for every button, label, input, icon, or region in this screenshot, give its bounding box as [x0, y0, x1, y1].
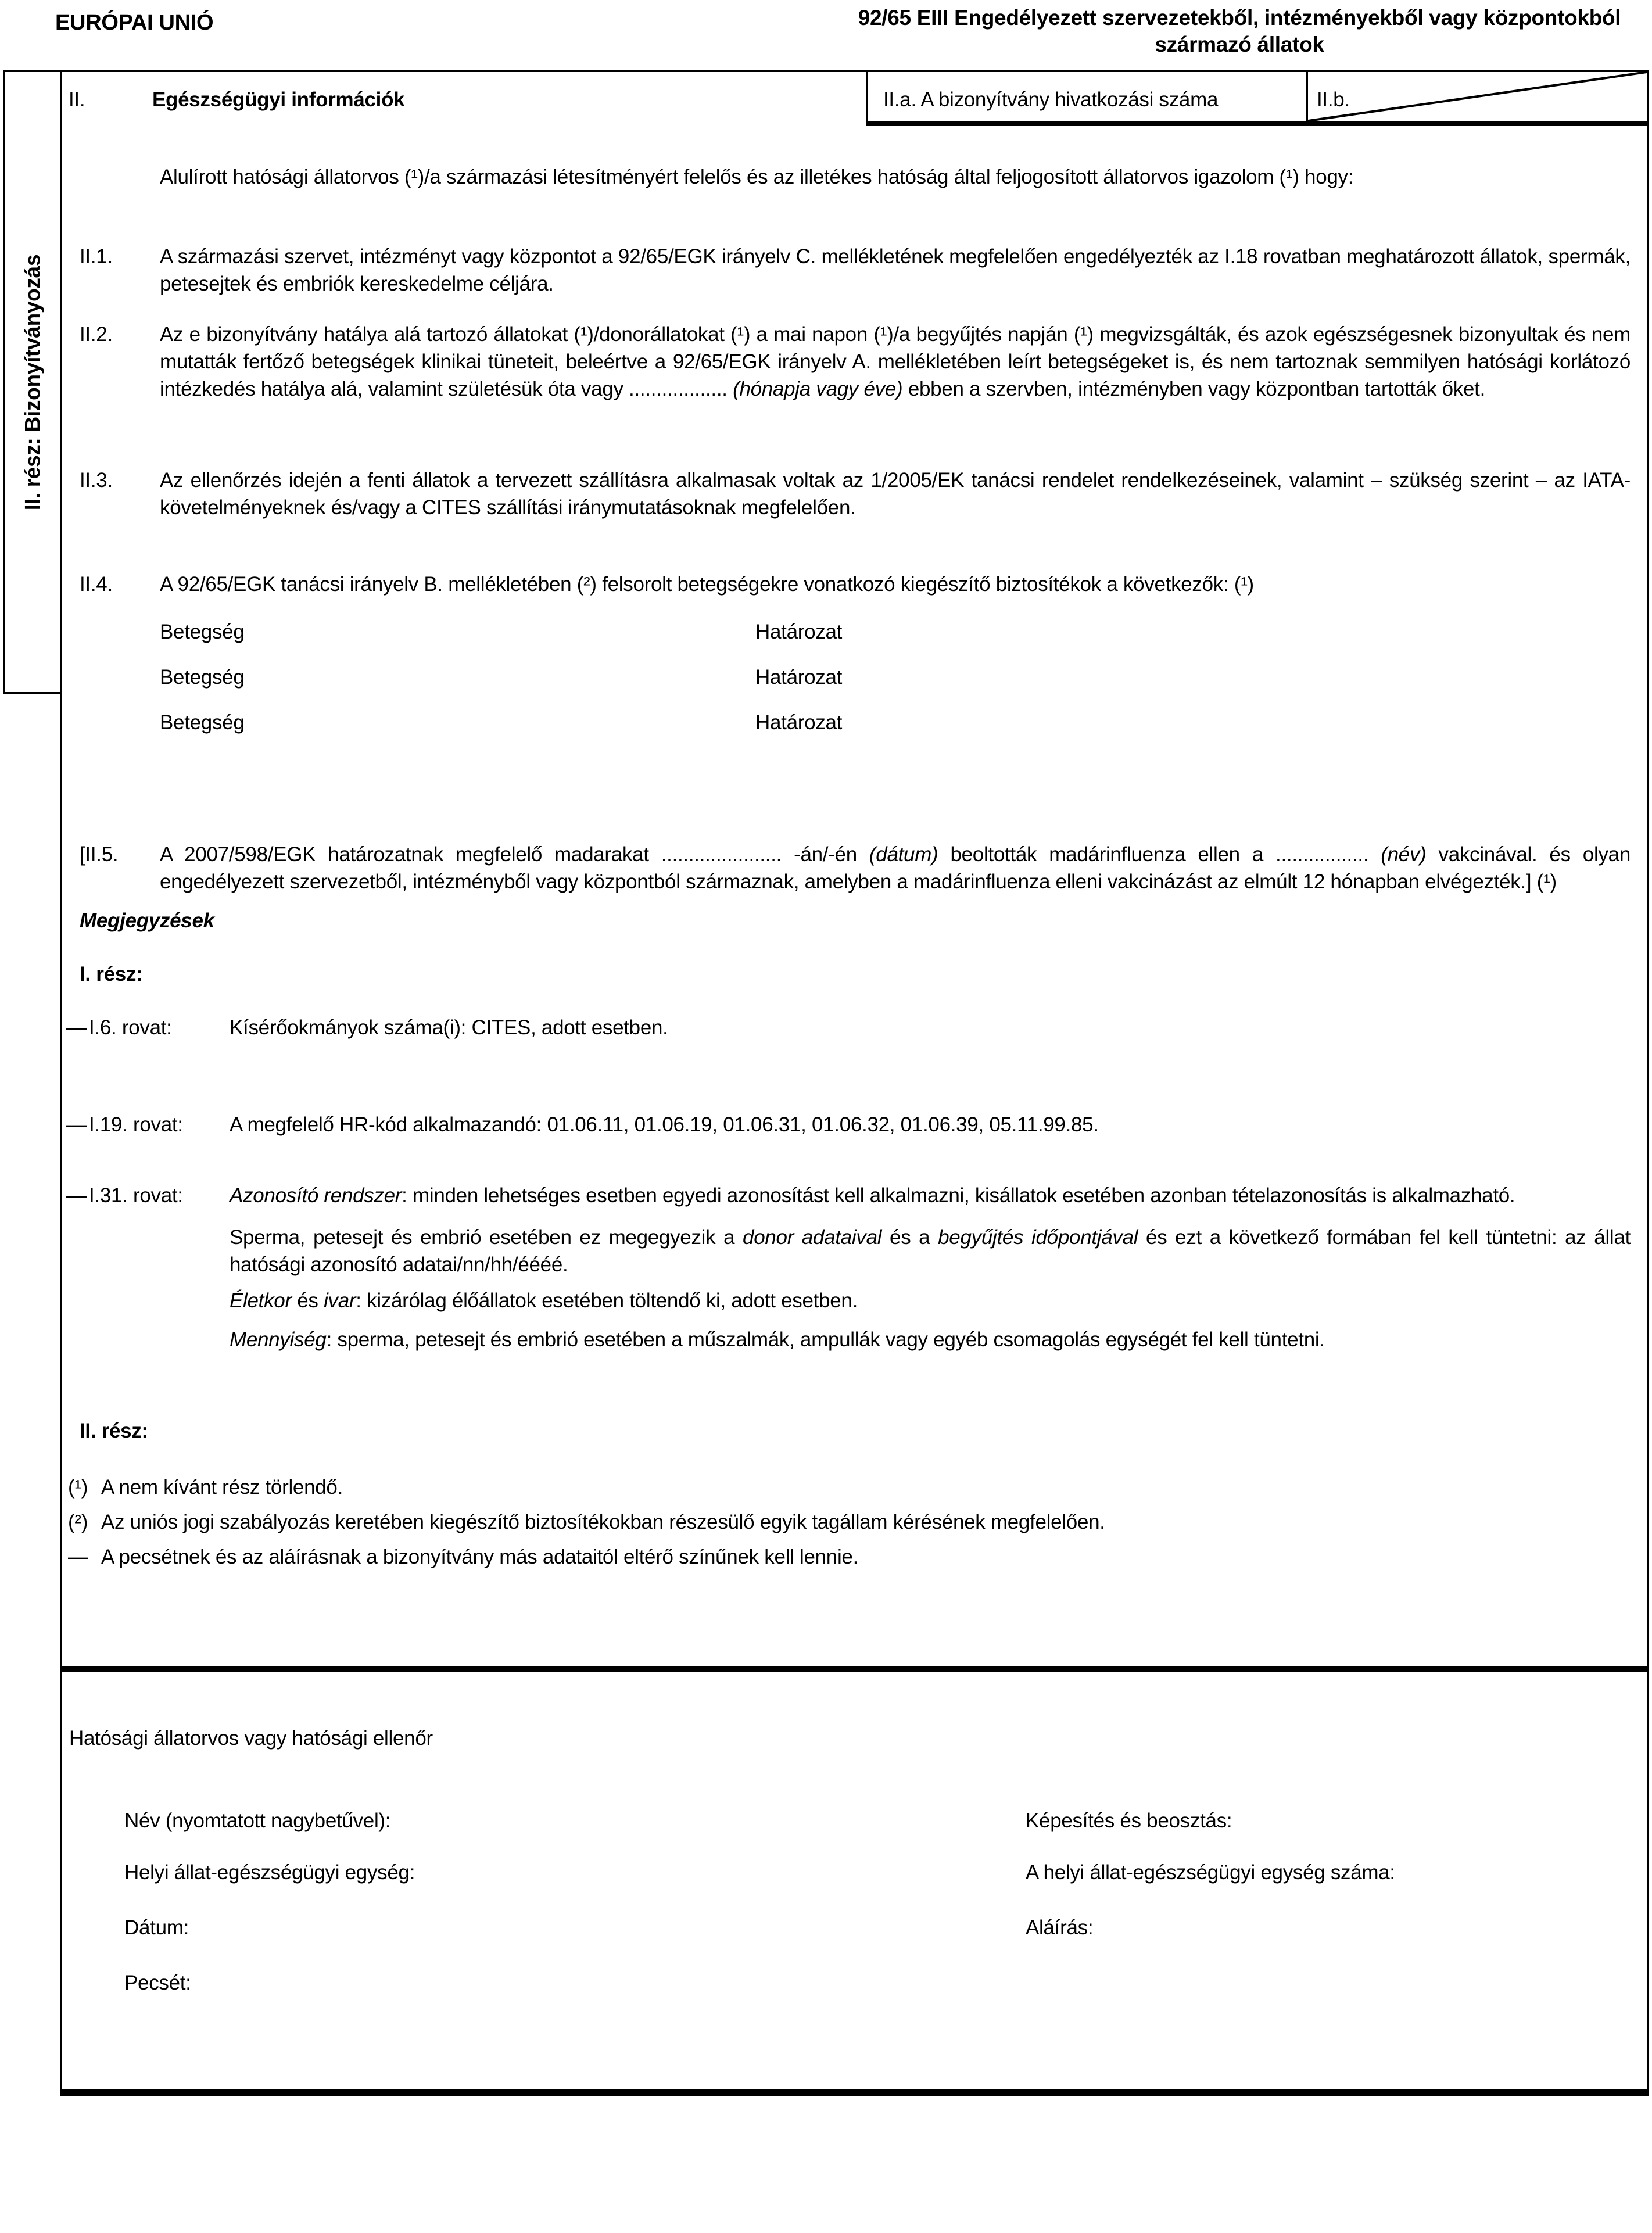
note-subparagraph-semen: Sperma, petesejt és embrió esetében ez megegyezik a donor adataival és a begyűjtés időpontjával és ezt a következő formában fel kell tüntetni: az állat hatósági azonosító adatai/nn/hh/éééé. — [230, 1226, 1631, 1276]
footnote-dash — [68, 1543, 1631, 1571]
notes-heading: Megjegyzések — [80, 909, 214, 932]
footnote-marker: (²) — [68, 1511, 88, 1533]
decision-label: Határozat — [755, 666, 843, 689]
note-subparagraph-age-sex: Életkor és ivar: kizárólag élőállatok esetében töltendő ki, adott esetben. — [230, 1289, 858, 1312]
disease-label: Betegség — [160, 666, 245, 689]
table-row — [160, 618, 1631, 646]
footnote-text: A nem kívánt rész törlendő. — [101, 1476, 343, 1499]
section-number: II.4. — [80, 573, 113, 596]
section-divider-line — [62, 1666, 1647, 1672]
section-number: II.3. — [80, 469, 113, 492]
footnote-text: A pecsétnek és az aláírásnak a bizonyítvány más adataitól eltérő színűnek kell lennie. — [101, 1546, 859, 1568]
eu-title: EURÓPAI UNIÓ — [55, 10, 214, 35]
dash-marker: — — [66, 1016, 87, 1039]
footnote-marker: — — [68, 1546, 88, 1568]
footnote-1 — [68, 1474, 1631, 1501]
empty-cell — [1026, 1969, 1647, 1997]
name-field-label: Név (nyomtatott nagybetűvel): — [124, 1809, 391, 1832]
section-text: Az ellenőrzés idején a fenti állatok a tervezett szállításra alkalmasak voltak az 1/2005/EK tanácsi rendelet rendelkezéseinek, valamint – szükség szerint – az IATA-követelményeknek és/vagy a CITES szállítási iránymutatásoknak megfelelően. — [160, 469, 1631, 519]
table-row — [160, 709, 1631, 736]
officer-row-unit — [62, 1859, 1647, 1886]
section-ii1 — [80, 243, 1631, 298]
footnote-text: Az uniós jogi szabályozás keretében kiegészítő biztosítékokban részesülő egyik tagállam kérésének megfelelően. — [101, 1511, 1105, 1533]
note-subparagraph-quantity: Mennyiség: sperma, petesejt és embrió esetében a műszalmák, ampullák vagy egyéb csomagolás egységét fel kell tüntetni. — [230, 1328, 1325, 1351]
note-box-label: I.6. rovat: — [89, 1016, 172, 1039]
official-veterinarian-block — [62, 1672, 1647, 2089]
note-text: Kísérőokmányok száma(i): CITES, adott esetben. — [230, 1016, 668, 1039]
qualification-field-label: Képesítés és beosztás: — [1026, 1809, 1232, 1832]
footnote-marker: (¹) — [68, 1476, 88, 1499]
section-text: A származási szervet, intézményt vagy központot a 92/65/EGK irányelv C. mellékletének megfelelően engedélyezték az I.18 rovatban meghatározott állatok, spermák, petesejtek és embriók kereskedelme céljára. — [160, 245, 1631, 295]
footnote-2 — [68, 1508, 1631, 1536]
note-text: Azonosító rendszer: minden lehetséges esetben egyedi azonosítást kell alkalmazni, kisállatok esetében azonban tételazonosítás is alkalmazható. — [230, 1184, 1515, 1207]
section-text: A 2007/598/EGK határozatnak megfelelő madarakat ...................... -án/-én (dátum) beoltották madárinfluenza ellen a ................. (név) vakcinával. és olyan engedélyezett szervezetből, intézményből vagy központból származnak, amelyben a madárinfluenza elleni vakcinázást az elmúlt 12 hónapban elvégezték.] (¹) — [160, 843, 1631, 893]
section-ii5 — [80, 841, 1631, 895]
dash-marker: — — [66, 1184, 87, 1207]
section-text: A 92/65/EGK tanácsi irányelv B. mellékletében (²) felsorolt betegségekre vonatkozó kiegészítő biztosítékok a következők: (¹) — [160, 573, 1254, 596]
note-item-i6 — [66, 1014, 1631, 1041]
note-box-label: I.19. rovat: — [89, 1113, 183, 1136]
section-number: [II.5. — [80, 843, 119, 866]
certificate-box — [60, 70, 1649, 2096]
certificate-reference-cell: II.a. A bizonyítvány hivatkozási száma — [866, 72, 1306, 126]
part2-heading: II. rész: — [80, 1420, 148, 1442]
section-ii3 — [80, 467, 1631, 521]
table-row — [160, 664, 1631, 691]
sidebar-vertical-label: II. rész: Bizonyítványozás — [20, 254, 45, 510]
section-ii2 — [80, 321, 1631, 403]
section-text: Az e bizonyítvány hatálya alá tartozó állatokat (¹)/donorállatokat (¹) a mai napon (¹)/a begyűjtés napján (¹) megvizsgálták, és azok egészségesnek bizonyultak és nem mutatták fertőző betegségek klinikai tüneteit, beleértve a 92/65/EGK irányelv A. mellékletében leírt betegségeket is, és nem tartoznak semmilyen hatósági korlátozó intézkedés hatálya alá, valamint születésük óta vagy .................. (hónapja vagy éve) ebben a szervben, intézményben vagy központban tartották őket. — [160, 323, 1631, 400]
note-item-i31 — [66, 1182, 1631, 1209]
dash-marker: — — [66, 1113, 87, 1136]
section-number: II.1. — [80, 245, 113, 268]
section-ii4 — [80, 571, 1631, 598]
note-item-i19 — [66, 1111, 1631, 1138]
officer-row-name — [62, 1807, 1647, 1834]
health-information-cell — [62, 72, 866, 126]
health-information-title: Egészségügyi információk — [152, 88, 405, 111]
officer-heading: Hatósági állatorvos vagy hatósági ellenőr — [69, 1727, 433, 1750]
officer-row-stamp — [62, 1969, 1647, 1997]
part1-heading: I. rész: — [80, 963, 143, 985]
section-ii-number: II. — [69, 88, 85, 111]
disease-label: Betegség — [160, 711, 245, 734]
certificate-header-row — [62, 72, 1647, 126]
stamp-field-label: Pecsét: — [124, 1972, 191, 1994]
date-field-label: Dátum: — [124, 1916, 189, 1939]
disease-decision-table — [160, 618, 1631, 736]
decision-label: Határozat — [755, 621, 843, 643]
disease-label: Betegség — [160, 621, 245, 643]
intro-statement: Alulírott hatósági állatorvos (¹)/a származási létesítményért felelős és az illetékes hatóság által feljogosított állatorvos igazolom (¹) hogy: — [160, 166, 1354, 188]
note-text: A megfelelő HR-kód alkalmazandó: 01.06.11, 01.06.19, 01.06.31, 01.06.32, 01.06.39, 05.11.99.85. — [230, 1113, 1099, 1136]
decision-label: Határozat — [755, 711, 843, 734]
document-title: 92/65 EIII Engedélyezett szervezetekből, intézményekből vagy központokból származó állatok — [858, 6, 1621, 56]
iib-cell — [1306, 72, 1647, 126]
part2-certification-sidebar — [3, 70, 62, 694]
signature-field-label: Aláírás: — [1026, 1916, 1094, 1939]
local-unit-field-label: Helyi állat-egészségügyi egység: — [124, 1861, 415, 1884]
local-unit-number-field-label: A helyi állat-egészségügyi egység száma: — [1026, 1861, 1395, 1884]
officer-row-date — [62, 1914, 1647, 1941]
diagonal-strike-line — [1308, 72, 1647, 121]
iib-label: II.b. — [1317, 88, 1350, 111]
certificate-content — [62, 126, 1647, 1666]
note-box-label: I.31. rovat: — [89, 1184, 183, 1207]
section-number: II.2. — [80, 323, 113, 346]
